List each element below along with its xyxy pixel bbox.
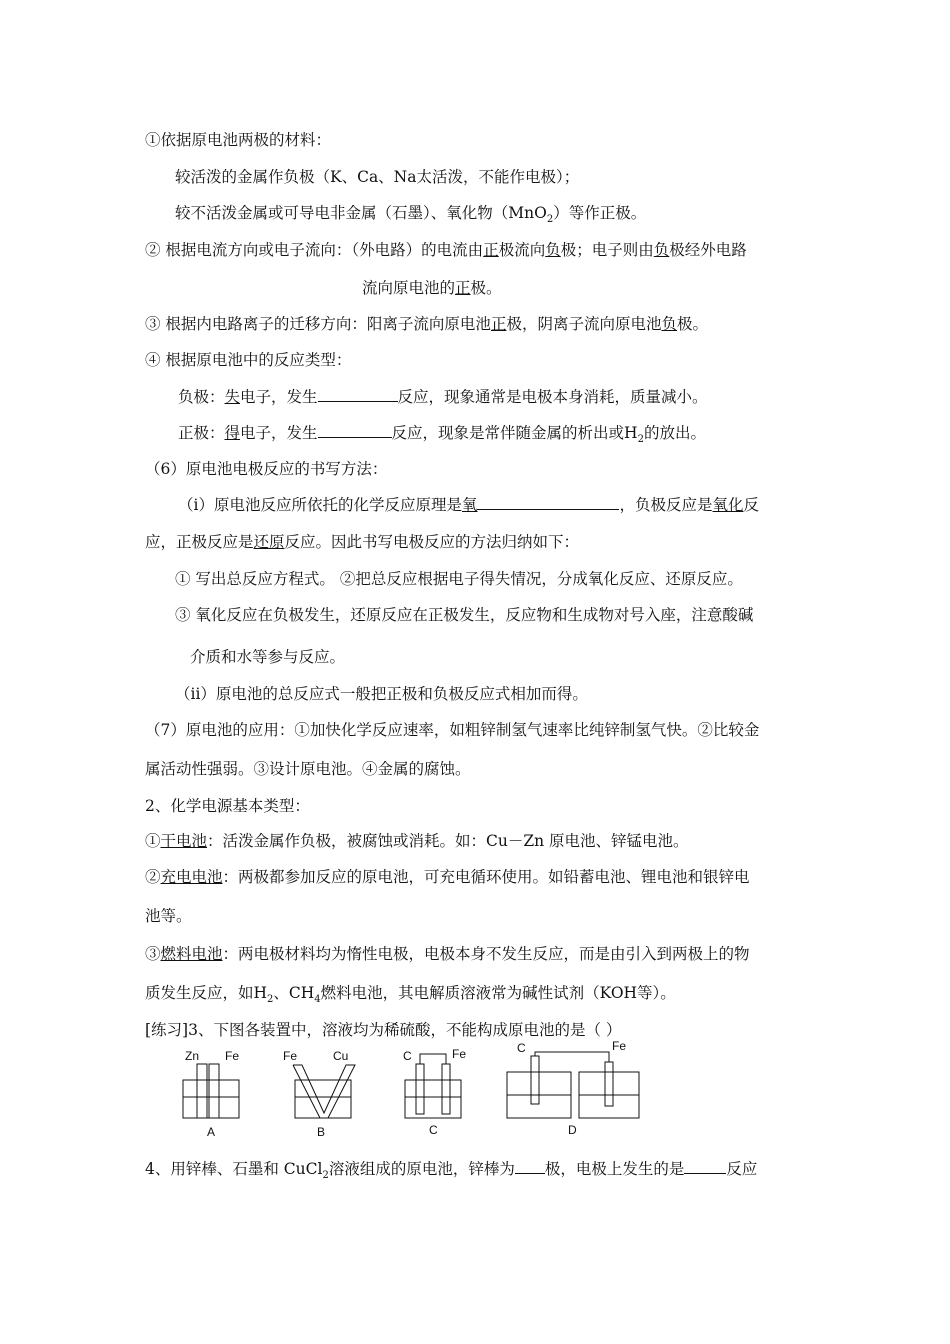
answer-blank[interactable] [318, 423, 392, 438]
line-23: ③燃料电池：两电极材料均为惰性电极，电极本身不发生反应，而是由引入到两极上的物 [145, 945, 750, 963]
electrode-d2: Fe [612, 1040, 627, 1053]
label-b: B [317, 1125, 326, 1139]
answer-blank[interactable] [515, 1159, 545, 1174]
answer-blank[interactable] [318, 387, 398, 402]
answer-blank[interactable] [684, 1159, 726, 1174]
electrode-c1: C [403, 1049, 412, 1063]
line-18: 属活动性强弱。③设计原电池。④金属的腐蚀。 [145, 760, 471, 778]
line-1: ①依据原电池两极的材料： [145, 131, 332, 149]
electrode-a1: Zn [185, 1049, 200, 1063]
line-19: 2、化学电源基本类型： [145, 797, 310, 815]
electrode-b2: Cu [333, 1049, 349, 1063]
line-12: 应，正极反应是还原反应。因此书写电极反应的方法归纳如下： [145, 533, 580, 551]
line-16: （ii）原电池的总反应式一般把正极和负极反应式相加而得。 [175, 685, 588, 703]
line-24: 质发生反应，如$H_2$、$CH_4$燃料电池，其电解质溶液常为碱性试剂（KOH等）。 [145, 984, 676, 1006]
apparatus-d[interactable] [507, 1052, 639, 1118]
label-c: C [429, 1123, 438, 1137]
electrode-a2: Fe [225, 1049, 240, 1063]
line-3: 较不活泼金属或可导电非金属（石墨）、氧化物（MnO$_2$）等作正极。 [175, 204, 647, 226]
apparatus-b[interactable] [293, 1065, 355, 1118]
label-d: D [568, 1123, 577, 1137]
line-25: [练习]3、下图各装置中，溶液均为稀硫酸，不能构成原电池的是（ ） [145, 1021, 622, 1039]
line-10: （6）原电池电极反应的书写方法： [145, 460, 388, 478]
electrode-b1: Fe [283, 1049, 298, 1063]
line-15: 介质和水等参与反应。 [190, 648, 346, 666]
line-21: ②充电电池：两极都参加反应的原电池，可充电循环使用。如铅蓄电池、锂电池和银锌电 [145, 868, 750, 886]
line-4: ② 根据电流方向或电子流向：（外电路）的电流由正极流向负极；电子则由负极经外电路 [145, 241, 747, 259]
line-2: 较活泼的金属作负极（K、Ca、Na太活泼，不能作电极）； [175, 168, 580, 186]
line-26: 4、用锌棒、石墨和 CuCl$_2$溶液组成的原电池，锌棒为 极，电极上发生的是 反应 [145, 1160, 758, 1182]
line-7: ④ 根据原电池中的反应类型： [145, 351, 352, 369]
apparatus-c[interactable] [405, 1054, 461, 1118]
line-5: 流向原电池的正极。 [362, 279, 502, 297]
electrode-c2: Fe [452, 1047, 467, 1061]
electrode-d1: C [517, 1041, 526, 1055]
line-13: ① 写出总反应方程式。 ②把总反应根据电子得失情况，分成氧化反应、还原反应。 [175, 570, 743, 588]
line-14: ③ 氧化反应在负极发生，还原反应在正极发生，反应物和生成物对号入座，注意酸碱 [175, 606, 754, 624]
line-9: 正极：得电子，发生 反应，现象是常伴随金属的析出或$H_2$的放出。 [178, 424, 706, 446]
line-8: 负极：失电子，发生 反应，现象通常是电极本身消耗，质量减小。 [178, 388, 708, 406]
apparatus-a[interactable] [183, 1064, 239, 1118]
line-20: ①干电池：活泼金属作负极，被腐蚀或消耗。如：Cu－Zn 原电池、锌锰电池。 [145, 832, 689, 850]
answer-blank[interactable] [477, 495, 619, 510]
line-22: 池等。 [145, 907, 192, 925]
apparatus-figure [175, 1040, 655, 1150]
line-6: ③ 根据内电路离子的迁移方向：阳离子流向原电池正极，阴离子流向原电池负极。 [145, 315, 708, 333]
label-a: A [207, 1125, 216, 1139]
line-11: （i）原电池反应所依托的化学反应原理是氧 ，负极反应是氧化反 [178, 496, 760, 514]
line-17: （7）原电池的应用：①加快化学反应速率，如粗锌制氢气速率比纯锌制氢气快。②比较金 [145, 721, 760, 739]
